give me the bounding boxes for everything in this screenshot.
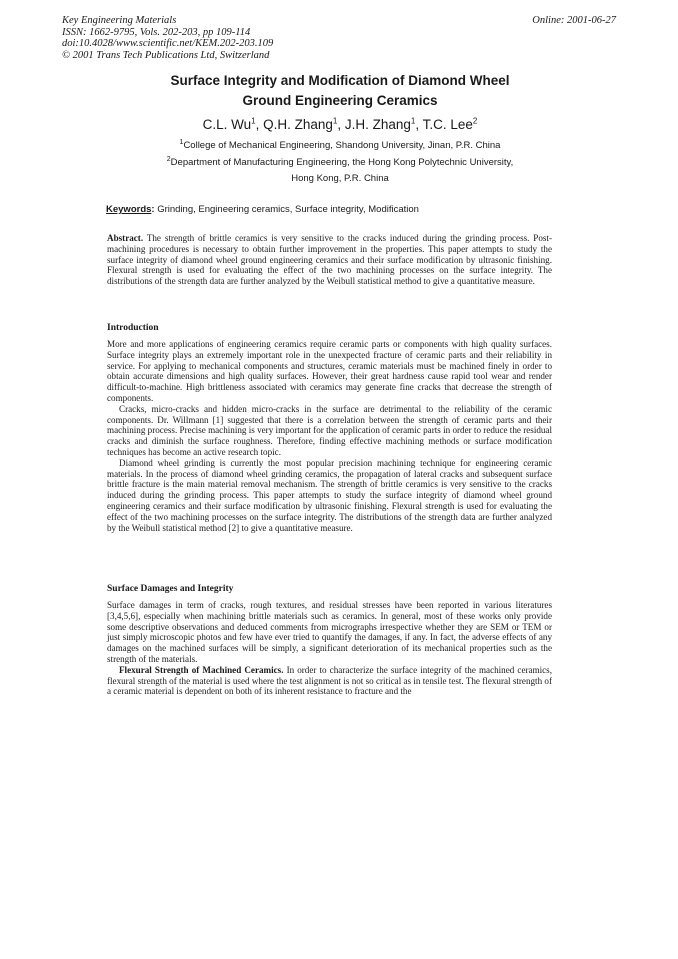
online-date: Online: 2001-06-27 (532, 15, 616, 26)
author-list (62, 117, 618, 133)
journal-header (62, 15, 273, 61)
author-affiliation-mark: 1 (410, 116, 416, 126)
paragraph (107, 665, 552, 697)
abstract-text: The strength of brittle ceramics is very sensitive to the cracks induced during the grinding process. Post-machining procedures is necessary to obtain further improvement in the properties. This paper attempts to study the surface integrity of diamond wheel ground engineering ceramics and their surface modification by ultrasonic finishing. Flexural strength is used for evaluating the effect of the two machining processes on the surface integrity. The distributions of the strength data are further analyzed by the Weibull statistical method to give a quantitative measure. (107, 233, 552, 287)
paper-title (62, 71, 618, 111)
affiliation-mark: 1 (179, 138, 184, 146)
author-name: T.C. Lee (422, 117, 473, 132)
paragraph-text: In order to characterize the surface integrity of the machined ceramics, flexural strength of the material is used where the test alignment is not so critical as in tensile test. The flexural strength of a ceramic material is dependent on both of its inherent resistance to fracture and the (107, 664, 552, 697)
affiliation-text: Department of Manufacturing Engineering, the Hong Kong Polytechnic University, (170, 156, 514, 168)
author-separator: , (415, 117, 423, 132)
author-name: Q.H. Zhang (263, 117, 333, 132)
affiliations (62, 138, 618, 188)
keywords-label: Keywords (106, 204, 152, 215)
author-separator: , (337, 117, 345, 132)
introduction-body (107, 339, 552, 533)
affiliation-mark: 2 (166, 155, 171, 163)
run-in-heading: Flexural Strength of Machined Ceramics. (119, 664, 284, 675)
keywords (106, 203, 419, 216)
abstract-label: Abstract. (107, 233, 144, 243)
affiliation-2-continued: Hong Kong, P.R. China (291, 173, 389, 184)
section-heading-introduction: Introduction (107, 323, 159, 333)
doi-line: doi:10.4028/www.scientific.net/KEM.202-203.109 (62, 38, 274, 49)
author-separator: , (255, 117, 264, 132)
paragraph: More and more applications of engineering ceramics require ceramic parts or components with high quality surfaces. Surface integrity plays an extremely important role in the unexpected fracture of ceramic parts and their reliability in service. For applying to mechanical components and structures, ceramic materials must be machined finely in order to obtain accurate dimensions and high quality surfaces. However, their great hardness cause rapid tool wear and render difficult-to-machine. High brittleness associated with ceramics may generate fine cracks that decrease the strength of components. (107, 339, 552, 403)
paragraph: Cracks, micro-cracks and hidden micro-cracks in the surface are detrimental to the reliability of the ceramic components. Dr. Willmann [1] suggested that there is a correlation between the strength of ceramic parts and their machining process. Precise machining is very important for the application of ceramic parts in order to reduce the residual cracks and diminish the surface roughness. Therefore, finding effective machining methods or surface modification techniques has become an active research topic. (107, 403, 552, 457)
keywords-text: Grinding, Engineering ceramics, Surface integrity, Modification (154, 204, 419, 215)
keywords-colon: : (151, 204, 155, 215)
title-line-2: Ground Engineering Ceramics (242, 93, 438, 108)
surface-damages-body (107, 600, 552, 697)
section-heading-surface-damages: Surface Damages and Integrity (107, 584, 234, 594)
issn-line: ISSN: 1662-9795, Vols. 202-203, pp 109-114 (62, 26, 251, 38)
paragraph: Surface damages in term of cracks, rough textures, and residual stresses have been reported in various literatures [3,4,5,6], especially when machining brittle materials such as ceramics. In general, most of these works only provide some descriptive observations and deduced comments from micrographs irrespective whether they are SEM or TEM or just simply microscopic photos and few have ever tried to quantify the damages, if any. In fact, the adverse effects of any damages on the machined surfaces will be simply, a significant deterioration of its mechanical properties such as the strength of the materials. (107, 600, 552, 664)
abstract (107, 233, 552, 287)
affiliation-2 (62, 155, 618, 172)
paragraph: Diamond wheel grinding is currently the most popular precision machining technique for engineering ceramic materials. In the process of diamond wheel grinding ceramics, the propagation of lateral cracks and subsequent surface brittle fracture is the main material removal mechanism. The strength of brittle ceramics is very sensitive to the cracks induced during the grinding process. This paper attempts to study the surface integrity of diamond wheel ground engineering ceramics and their surface modification by ultrasonic finishing. Flexural strength is used for evaluating the effect of the two machining processes on the surface integrity. The distributions of the strength data are further analyzed by the Weibull statistical method [2] to give a quantitative measure. (107, 457, 552, 533)
author-affiliation-mark: 1 (332, 116, 338, 126)
author-name: J.H. Zhang (344, 117, 411, 132)
author-affiliation-mark: 2 (472, 116, 478, 126)
author-name: C.L. Wu (202, 117, 252, 132)
affiliation-text: College of Mechanical Engineering, Shandong University, Jinan, P.R. China (183, 140, 501, 151)
author-affiliation-mark: 1 (251, 116, 256, 126)
title-line-1: Surface Integrity and Modification of Diamond Wheel (170, 73, 510, 88)
copyright-line: © 2001 Trans Tech Publications Ltd, Switzerland (62, 49, 270, 61)
affiliation-1 (62, 138, 618, 155)
journal-name: Key Engineering Materials (62, 15, 177, 26)
